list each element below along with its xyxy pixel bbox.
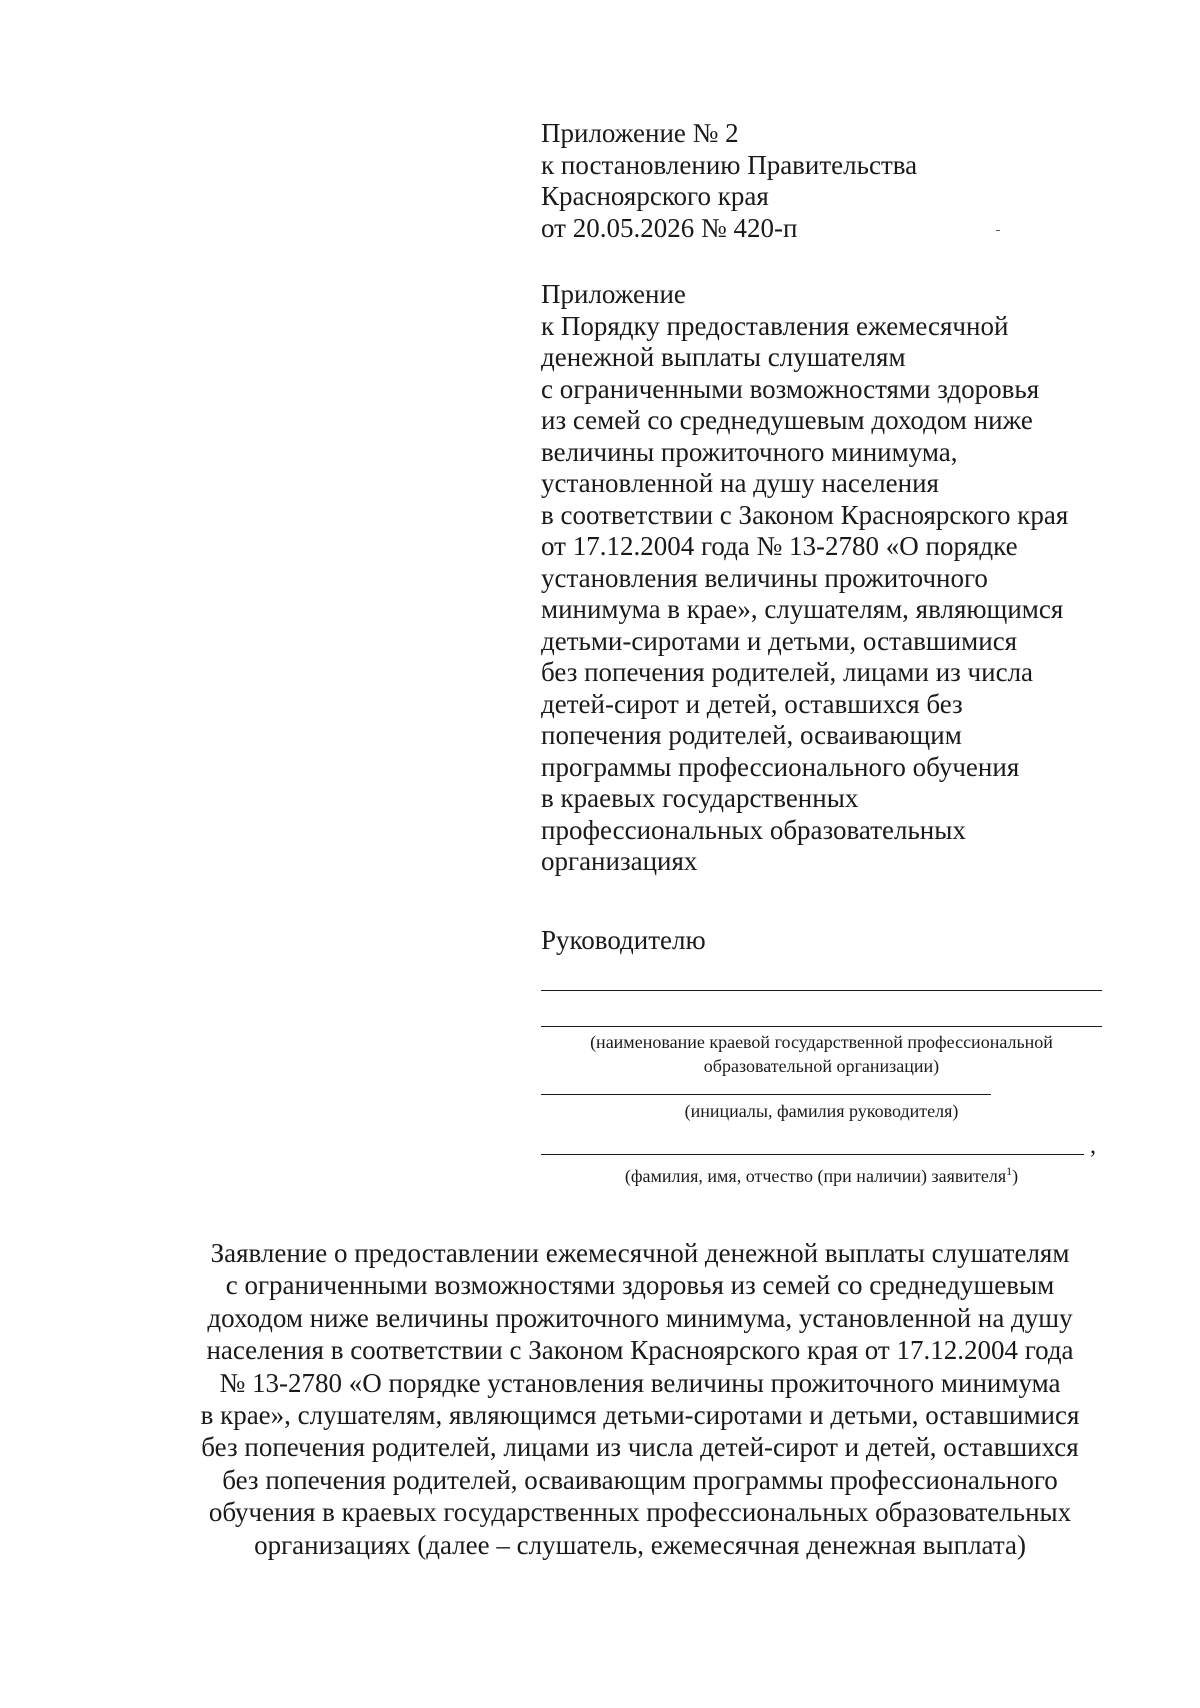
statement-title-line: в крае», слушателям, являющимся детьми-сиротами и детьми, оставшимися	[200, 1400, 1080, 1431]
stray-mark	[996, 230, 1000, 231]
org-name-caption-line: образовательной организации)	[703, 1056, 940, 1076]
appendix-order-line: Приложение	[541, 279, 686, 309]
head-name-caption: (инициалы, фамилия руководителя)	[684, 1101, 959, 1121]
appendix-order-line: без попечения родителей, лицами из числа	[541, 657, 1034, 687]
appendix-order-line: программы профессионального обучения	[541, 751, 1020, 782]
statement-title-line: № 13-2780 «О порядке установления величины прожиточного минимума	[219, 1367, 1061, 1398]
appendix-order-line: денежной выплаты слушателям	[541, 342, 906, 372]
statement-title-line: Заявление о предоставлении ежемесячной денежной выплаты слушателям	[210, 1238, 1070, 1268]
appendix-order-line: установленной на душу населения	[541, 468, 939, 498]
appendix-2-line: к постановлению Правительства	[541, 149, 918, 180]
appendix-order-line: с ограниченными возможностями здоровья	[541, 373, 1040, 404]
applicant-caption-close: )	[1012, 1166, 1019, 1186]
org-name-caption-line: (наименование краевой государственной профессиональной	[590, 1032, 1053, 1052]
statement-title-line: обучения в краевых государственных профессиональных образовательных	[208, 1497, 1072, 1528]
appendix-2-line: от 20.05.2026 № 420-п	[541, 212, 798, 243]
statement-title-line: с ограниченными возможностями здоровья из семей со среднедушевым	[225, 1270, 1055, 1301]
appendix-2-line: Красноярского края	[541, 181, 769, 211]
statement-title-line: доходом ниже величины прожиточного минимума, установленной на душу	[207, 1302, 1073, 1333]
applicant-caption-text: (фамилия, имя, отчество (при наличии) заявителя	[624, 1166, 1007, 1186]
org-name-line-1	[541, 990, 1102, 991]
appendix-order-line: установления величины прожиточного	[541, 562, 988, 593]
head-name-line	[541, 1094, 991, 1095]
appendix-order-line: к Порядку предоставления ежемесячной	[541, 310, 1009, 341]
statement-title	[80, 1237, 1200, 1561]
applicant-caption	[541, 1159, 1102, 1188]
statement-title-line: населения в соответствии с Законом Красноярского края от 17.12.2004 года	[206, 1335, 1074, 1366]
appendix-order-line: детей-сирот и детей, оставшихся без	[541, 688, 963, 719]
appendix-order-header	[541, 279, 1101, 878]
appendix-order-line: от 17.12.2004 года № 13-2780 «О порядке	[541, 531, 1018, 561]
appendix-order-line: профессиональных образовательных	[541, 814, 966, 845]
applicant-name-line	[541, 1154, 1084, 1155]
appendix-2-line: Приложение № 2	[541, 118, 739, 148]
addressee-label: Руководителю	[541, 925, 706, 955]
footnote-mark: 1	[1006, 1164, 1013, 1178]
appendix-order-line: в соответствии с Законом Красноярского края	[541, 499, 1069, 530]
appendix-2-header	[541, 118, 1101, 244]
appendix-order-line: попечения родителей, осваивающим	[541, 720, 962, 750]
applicant-comma: ,	[1090, 1133, 1096, 1159]
org-name-caption	[541, 1030, 1102, 1078]
statement-title-line: без попечения родителей, осваивающим программы профессионального	[222, 1464, 1058, 1495]
appendix-order-line: в краевых государственных	[541, 783, 859, 813]
statement-title-line: без попечения родителей, лицами из числа детей-сирот и детей, оставшихся	[201, 1432, 1079, 1463]
statement-title-line: организациях (далее – слушатель, ежемесячная денежная выплата)	[254, 1529, 1026, 1560]
org-name-line-2	[541, 1026, 1102, 1027]
appendix-order-line: организациях	[541, 846, 698, 876]
appendix-order-line: минимума в крае», слушателям, являющимся	[541, 594, 1064, 624]
appendix-order-line: детьми-сиротами и детьми, оставшимися	[541, 625, 1018, 656]
appendix-order-line: из семей со среднедушевым доходом ниже	[541, 405, 1033, 435]
appendix-order-line: величины прожиточного минимума,	[541, 436, 958, 467]
